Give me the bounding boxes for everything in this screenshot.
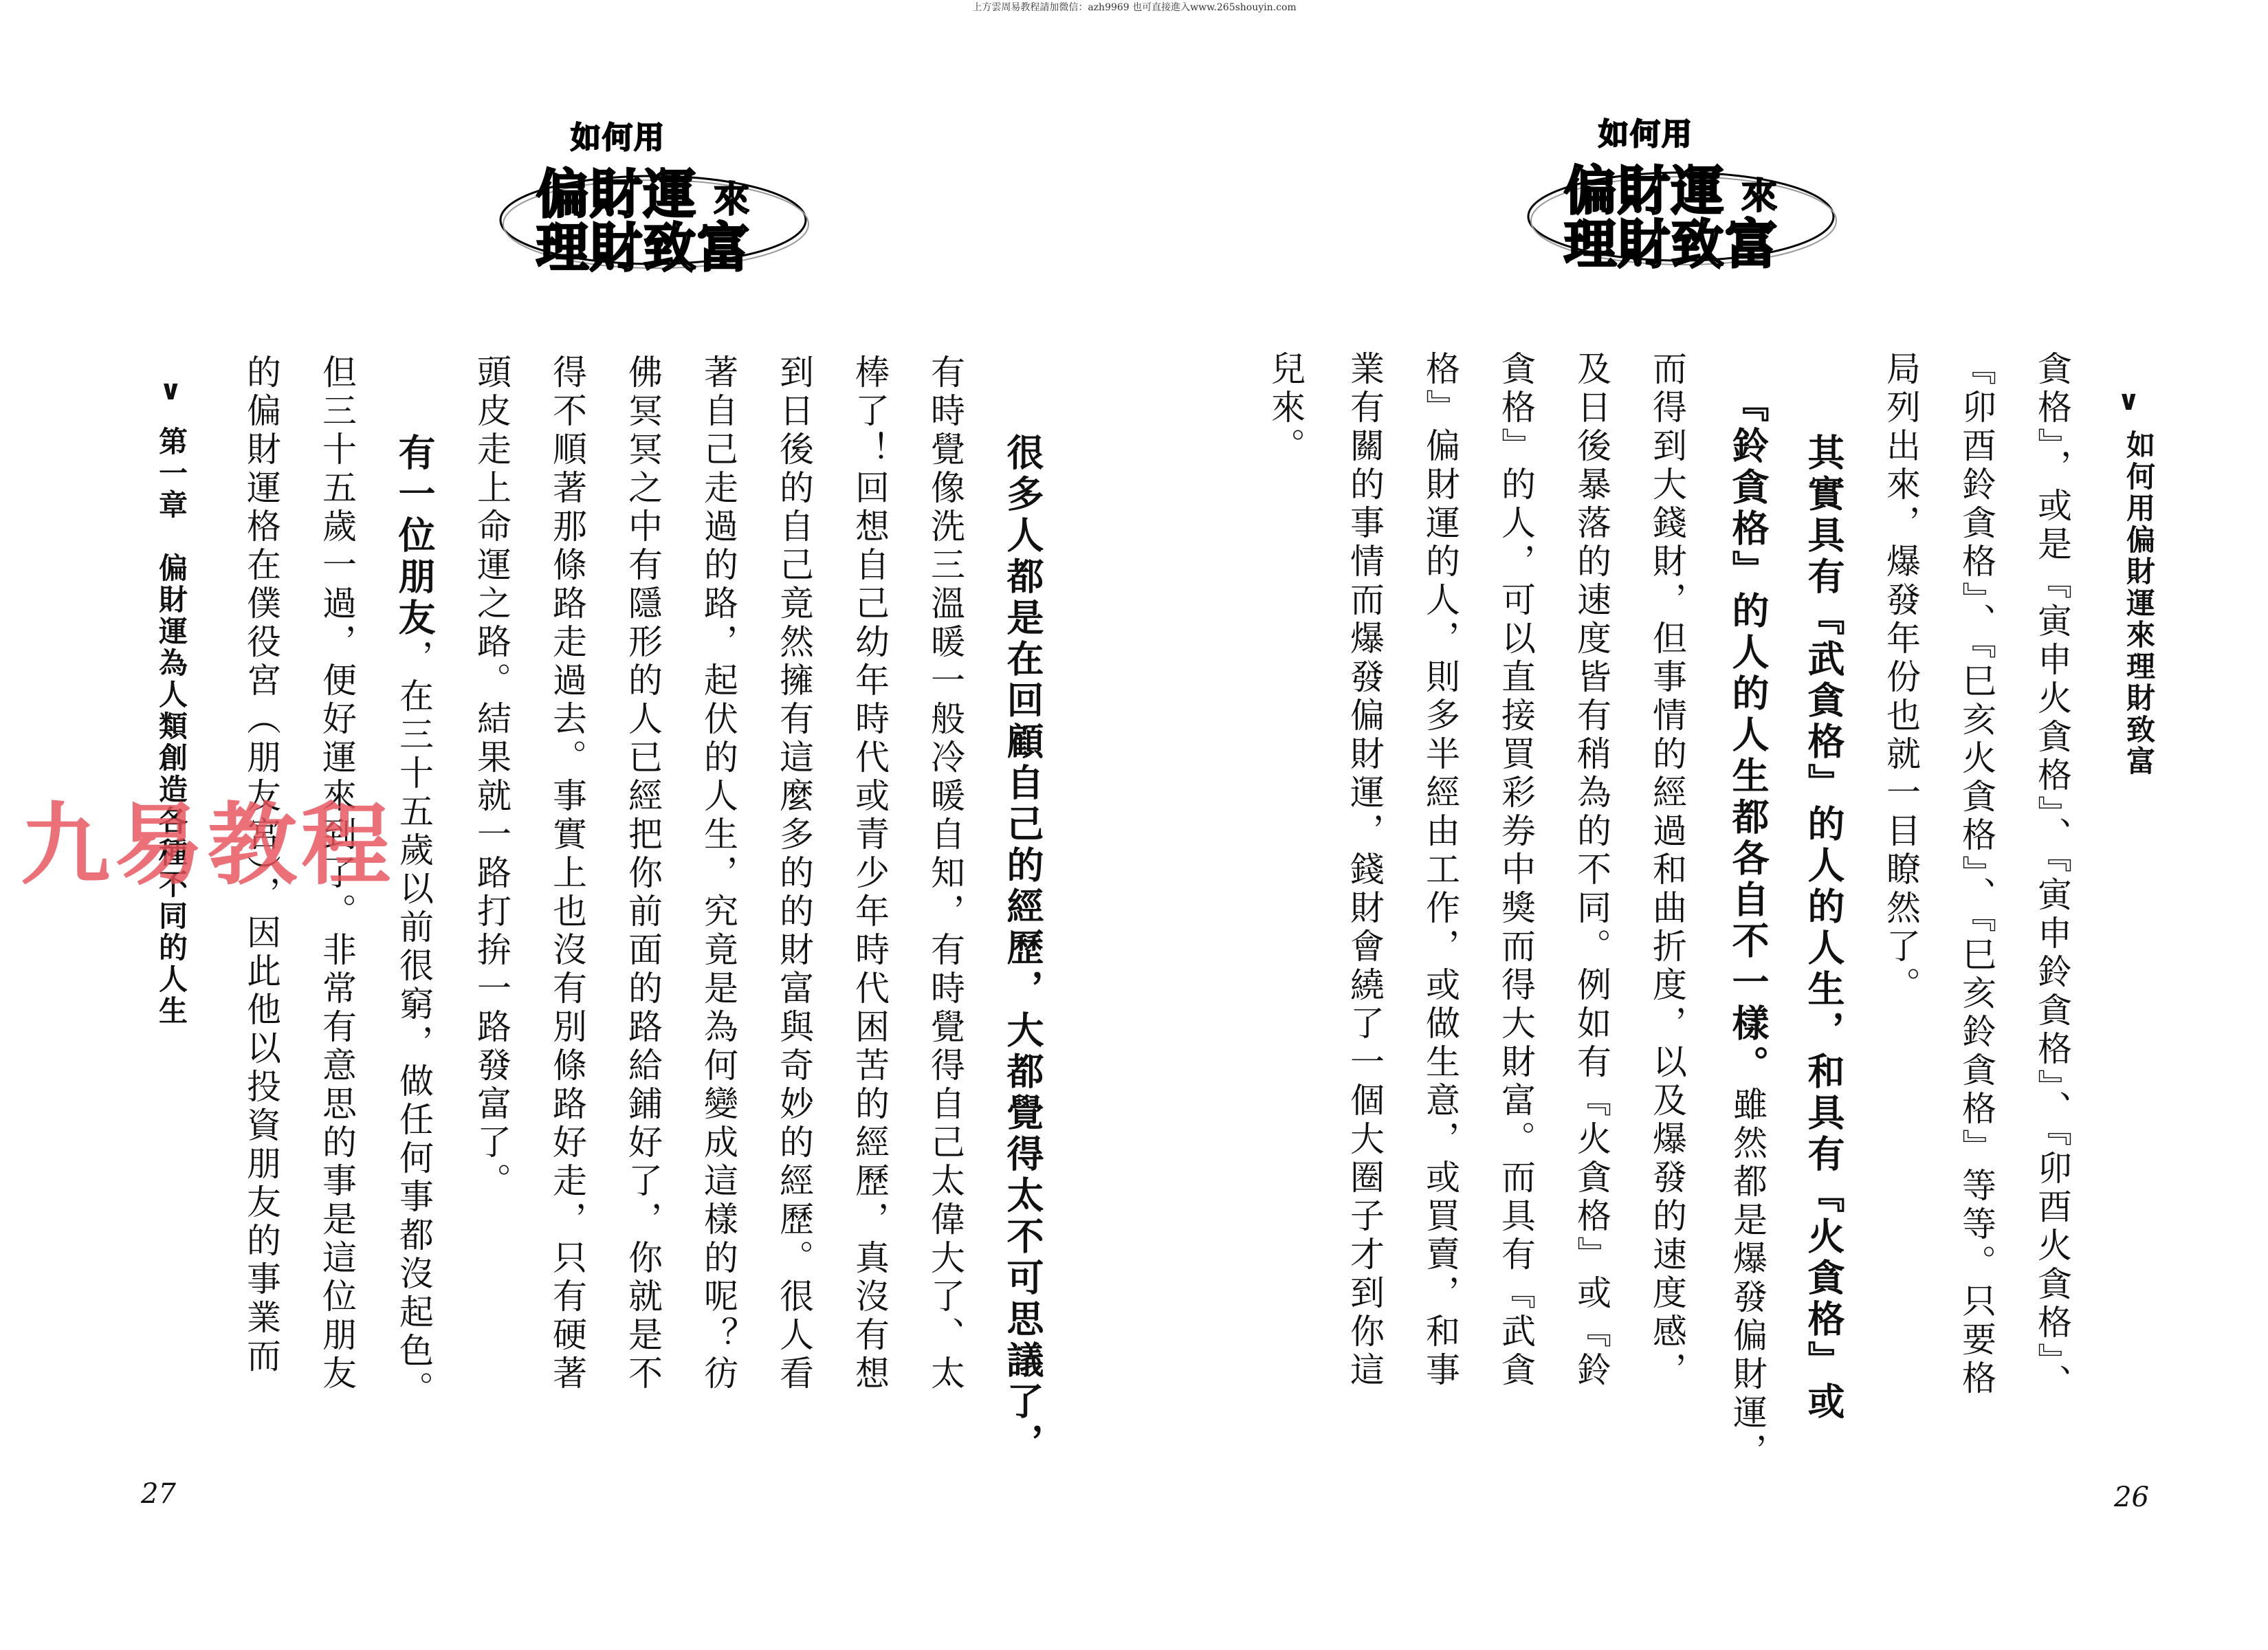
text-column: 但三十五歲一過，便好運來到了。非常有意思的事是這位朋友	[317, 354, 357, 1394]
text-column-mixed	[393, 433, 436, 1409]
text-column: 及日後暴落的速度皆有稍為的不同。例如有『火貪格』或『鈴	[1572, 351, 1611, 1390]
text-column: 棒了！回想自己幼年時代或青少年時代困苦的經歷，真沒有想	[850, 354, 890, 1394]
page-number-left: 27	[141, 1478, 176, 1510]
book-logo-left	[495, 103, 811, 278]
logo-line2: 偏財運	[1564, 160, 1725, 221]
text-column-bold: 很多人都是在回顧自己的經歷，大都覺得太不可思議了，	[1001, 433, 1044, 1464]
running-header-right: 如何用偏財運來理財致富	[2122, 430, 2156, 778]
text-column: 格』偏財運的人，則多半經由工作，或做生意，或買賣，和事	[1420, 351, 1460, 1390]
text-column-bold: 其實具有『武貪格』的人的人生，和具有『火貪格』或	[1802, 433, 1845, 1423]
text-column: 『卯酉鈴貪格』、『巳亥火貪格』、『巳亥鈴貪格』等等。只要格	[1957, 351, 1996, 1398]
text-run: ，在三十五歲以前很窮，做任何事都沒起色。	[394, 639, 434, 1409]
text-column: 局列出來，爆發年份也就一目瞭然了。	[1881, 351, 1921, 1005]
chevron-mark-icon: ∨	[2117, 385, 2140, 417]
page-number-right: 26	[2114, 1482, 2149, 1513]
watermark-text: 九易教程	[21, 793, 395, 897]
text-column: 而得到大錢財，但事情的經過和曲折度，以及爆發的速度感，	[1647, 351, 1687, 1390]
logo-line2: 偏財運	[536, 164, 697, 225]
text-column: 佛冥冥之中有隱形的人已經把你前面的路給鋪好了，你就是不	[623, 354, 663, 1394]
top-note: 上方雲周易教程請加微信：azh9969 也可直接進入www.265shouyin.com	[972, 2, 1297, 13]
chevron-mark-icon: ∨	[159, 375, 182, 406]
bold-phrase: 有一位朋友	[393, 433, 436, 639]
text-column: 頭皮走上命運之路。結果就一路打拚一路發富了。	[472, 354, 511, 1201]
logo-line1: 如何用	[571, 120, 665, 155]
logo-line2-small: 來	[714, 179, 750, 221]
text-column: 得不順著那條路走過去。事實上也沒有別條路好走，只有硬著	[547, 354, 587, 1394]
book-logo-right	[1523, 100, 1839, 275]
text-column: 的偏財運格在僕役宮（朋友宮），因此他以投資朋友的事業而	[241, 354, 281, 1376]
text-column: 貪格』的人，可以直接買彩券中獎而得大財富。而具有『武貪	[1496, 351, 1536, 1390]
logo-line3: 理財致富	[1564, 214, 1779, 275]
text-column-mixed	[1726, 385, 1770, 1471]
text-column: 貪格』，或是『寅申火貪格』、『寅申鈴貪格』、『卯酉火貪格』、	[2032, 351, 2072, 1402]
logo-line2-small: 來	[1741, 176, 1778, 217]
text-column: 兒來。	[1266, 351, 1306, 466]
logo-line1: 如何用	[1598, 117, 1693, 152]
running-header-left: 第一章 偏財運為人類創造各種不同的人生	[155, 426, 188, 1027]
text-column: 有時覺像洗三溫暖一般冷暖自知，有時覺得自己太偉大了、太	[925, 354, 965, 1394]
text-column: 著自己走過的路，起伏的人生，究竟是為何變成這樣的呢？彷	[698, 354, 738, 1394]
text-column: 業有關的事情而爆發偏財運，錢財會繞了一個大圈子才到你這	[1345, 351, 1385, 1390]
text-column: 到日後的自己竟然擁有這麼多的的財富與奇妙的經歷。很人看	[774, 354, 814, 1394]
bold-phrase: 『鈴貪格』的人的人生都各自不一樣。	[1726, 385, 1770, 1086]
text-run: 雖然都是爆發偏財運，	[1728, 1086, 1768, 1471]
logo-line3: 理財致富	[536, 217, 751, 278]
